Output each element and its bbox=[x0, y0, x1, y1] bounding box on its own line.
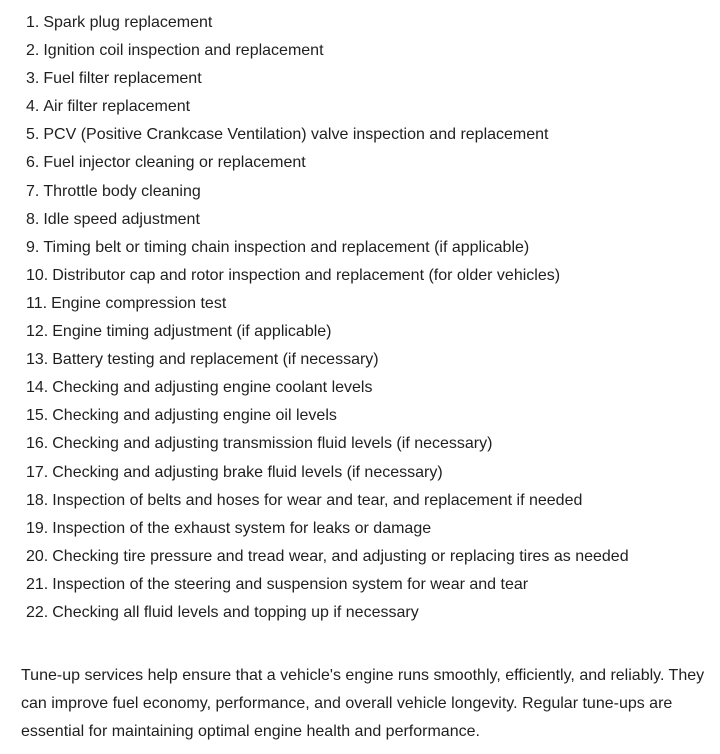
list-item bbox=[26, 543, 629, 571]
list-item-text: Checking and adjusting engine oil levels bbox=[52, 407, 337, 425]
list-item-text: Engine timing adjustment (if applicable) bbox=[52, 323, 332, 341]
list-item bbox=[26, 459, 629, 487]
list-item-number: 22. bbox=[26, 603, 49, 621]
list-item-text: Inspection of the exhaust system for leaks or damage bbox=[52, 519, 432, 537]
list-item-number: 13. bbox=[26, 351, 49, 369]
list-item-number: 10. bbox=[26, 266, 49, 284]
list-item bbox=[26, 234, 629, 262]
list-item-number: 5. bbox=[26, 126, 40, 144]
list-item-number: 18. bbox=[26, 491, 49, 509]
list-item bbox=[26, 37, 629, 65]
list-item-text: Battery testing and replacement (if necessary) bbox=[52, 351, 379, 369]
list-item-text: Idle speed adjustment bbox=[43, 210, 200, 228]
list-item-number: 11. bbox=[26, 294, 48, 312]
list-item-number: 20. bbox=[26, 547, 49, 565]
tune-up-steps-list bbox=[26, 9, 629, 627]
list-item-number: 17. bbox=[26, 463, 49, 481]
list-item bbox=[26, 318, 629, 346]
list-item-text: Checking tire pressure and tread wear, and adjusting or replacing tires as needed bbox=[52, 547, 629, 565]
list-item bbox=[26, 599, 629, 627]
list-item bbox=[26, 206, 629, 234]
list-item bbox=[26, 9, 629, 37]
list-item bbox=[26, 487, 629, 515]
list-item-number: 4. bbox=[26, 98, 40, 116]
list-item-text: Checking and adjusting engine coolant levels bbox=[52, 379, 373, 397]
list-item-text: Ignition coil inspection and replacement bbox=[43, 42, 324, 60]
list-item-text: Fuel injector cleaning or replacement bbox=[43, 154, 306, 172]
list-item-text: PCV (Positive Crankcase Ventilation) valve inspection and replacement bbox=[43, 126, 549, 144]
list-item-text: Inspection of belts and hoses for wear and tear, and replacement if needed bbox=[52, 491, 583, 509]
list-item bbox=[26, 178, 629, 206]
list-item-text: Timing belt or timing chain inspection and replacement (if applicable) bbox=[43, 238, 530, 256]
list-item-text: Distributor cap and rotor inspection and replacement (for older vehicles) bbox=[52, 266, 561, 284]
list-item-number: 7. bbox=[26, 182, 40, 200]
list-item-number: 2. bbox=[26, 42, 40, 60]
list-item bbox=[26, 149, 629, 177]
list-item-number: 21. bbox=[26, 575, 49, 593]
list-item-number: 8. bbox=[26, 210, 40, 228]
list-item bbox=[26, 290, 629, 318]
list-item bbox=[26, 121, 629, 149]
list-item-number: 16. bbox=[26, 435, 49, 453]
list-item bbox=[26, 402, 629, 430]
list-item bbox=[26, 571, 629, 599]
list-item-text: Checking and adjusting brake fluid levels (if necessary) bbox=[52, 463, 443, 481]
summary-paragraph: Tune-up services help ensure that a vehicle's engine runs smoothly, efficiently, and reliably. They can improve fuel economy, performance, and overall vehicle longevity. Regular tune-ups are essential for maintaining optimal engine health and performance. bbox=[21, 667, 705, 740]
list-item bbox=[26, 65, 629, 93]
list-item-number: 12. bbox=[26, 323, 49, 341]
list-item-text: Checking all fluid levels and topping up if necessary bbox=[52, 603, 419, 621]
list-item-number: 15. bbox=[26, 407, 49, 425]
list-item-text: Checking and adjusting transmission fluid levels (if necessary) bbox=[52, 435, 493, 453]
list-item bbox=[26, 374, 629, 402]
list-item-text: Air filter replacement bbox=[43, 98, 191, 116]
list-item bbox=[26, 346, 629, 374]
list-item-number: 9. bbox=[26, 238, 40, 256]
list-item-text: Engine compression test bbox=[51, 294, 227, 312]
list-item-text: Throttle body cleaning bbox=[43, 182, 201, 200]
list-item-number: 19. bbox=[26, 519, 49, 537]
list-item bbox=[26, 430, 629, 458]
list-item bbox=[26, 93, 629, 121]
list-item bbox=[26, 262, 629, 290]
list-item bbox=[26, 515, 629, 543]
list-item-number: 1. bbox=[26, 14, 40, 31]
list-item-number: 6. bbox=[26, 154, 40, 172]
list-item-number: 14. bbox=[26, 379, 49, 397]
list-item-text: Inspection of the steering and suspension system for wear and tear bbox=[52, 575, 529, 593]
list-item-text: Fuel filter replacement bbox=[43, 70, 202, 88]
list-item-text: Spark plug replacement bbox=[43, 14, 213, 31]
list-item-number: 3. bbox=[26, 70, 40, 88]
